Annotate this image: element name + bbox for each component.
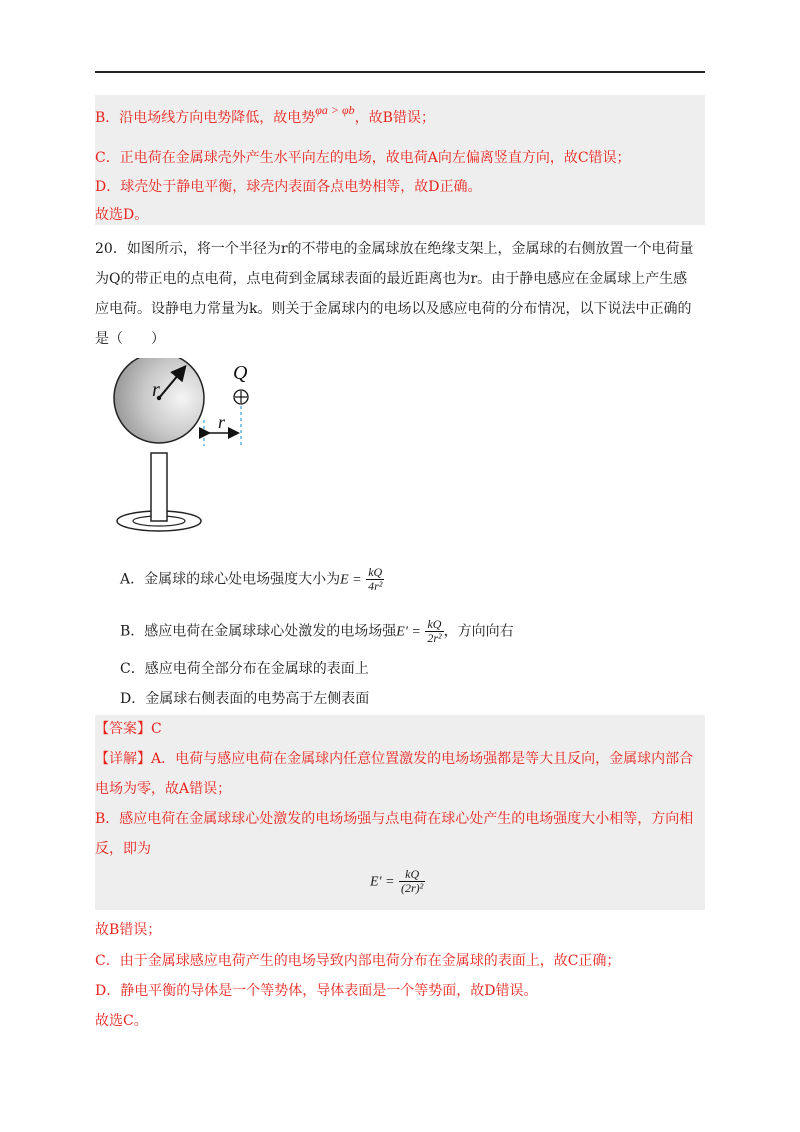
stand-pole (151, 453, 167, 521)
answer-label: 【答案】C (95, 721, 162, 737)
sphere-figure (108, 358, 268, 540)
question-line-2: 为Q的带正电的点电荷，点电荷到金属球表面的最近距离也为r。由于静电感应在金属球上产生感 (95, 271, 688, 287)
option-a: A．金属球的球心处电场强度大小为E = $\frac{kQ}{\text{4r²}}$ (120, 565, 383, 593)
charge-label: Q (233, 362, 248, 384)
question-line-4: 是（ ） (95, 331, 165, 347)
detail-line-2: 电场为零，故A错误； (95, 781, 232, 797)
question-line-1: 20．如图所示，将一个半径为r的不带电的金属球放在绝缘支架上，金属球的右侧放置一个电荷量 (95, 241, 694, 257)
answer-equation: E′ = $\frac{kQ}{\text{(2r)²}}$ (370, 867, 424, 895)
header-rule (95, 71, 705, 73)
detail-b-line-1: B．感应电荷在金属球球心处激发的电场场强与点电荷在球心处产生的电场强度大小相等，方向相 (95, 811, 694, 827)
answer-b-wrong: 故B错误； (95, 922, 162, 938)
answer-choose: 故选C。 (95, 1013, 148, 1029)
sphere-radius-label: r (152, 379, 160, 401)
detail-line-1: 【详解】A．电荷与感应电荷在金属球内任意位置激发的电场场强都是等大且反向，金属球内部合 (95, 751, 694, 767)
potential-inequality: φa > φb (315, 103, 355, 117)
solution-b-line: B．沿电场线方向电势降低，故电势φa > φb，故B错误； (95, 103, 435, 126)
option-d: D．金属球右侧表面的电势高于左侧表面 (120, 691, 370, 707)
question-line-3: 应电荷。设静电力常量为k。则关于金属球内的电场以及感应电荷的分布情况，以下说法中正确的 (95, 301, 692, 317)
option-b: B．感应电荷在金属球球心处激发的电场场强E′ = $\frac{kQ}{\text{2r²}}$ ，方向向右 (120, 617, 514, 645)
answer-d-line: D．静电平衡的导体是一个等势体，导体表面是一个等势面，故D错误。 (95, 983, 538, 999)
solution-d-line: D．球壳处于静电平衡，球壳内表面各点电势相等，故D正确。 (95, 179, 482, 195)
gap-label: r (218, 412, 226, 432)
solution-c-line: C．正电荷在金属球壳外产生水平向左的电场，故电荷A向左偏离竖直方向，故C错误； (95, 150, 631, 166)
answer-c-line: C．由于金属球感应电荷产生的电场导致内部电荷分布在金属球的表面上，故C正确； (95, 953, 621, 969)
detail-b-line-2: 反，即为 (95, 841, 151, 857)
option-c: C．感应电荷全部分布在金属球的表面上 (120, 661, 369, 677)
solution-choose: 故选D。 (95, 207, 149, 223)
